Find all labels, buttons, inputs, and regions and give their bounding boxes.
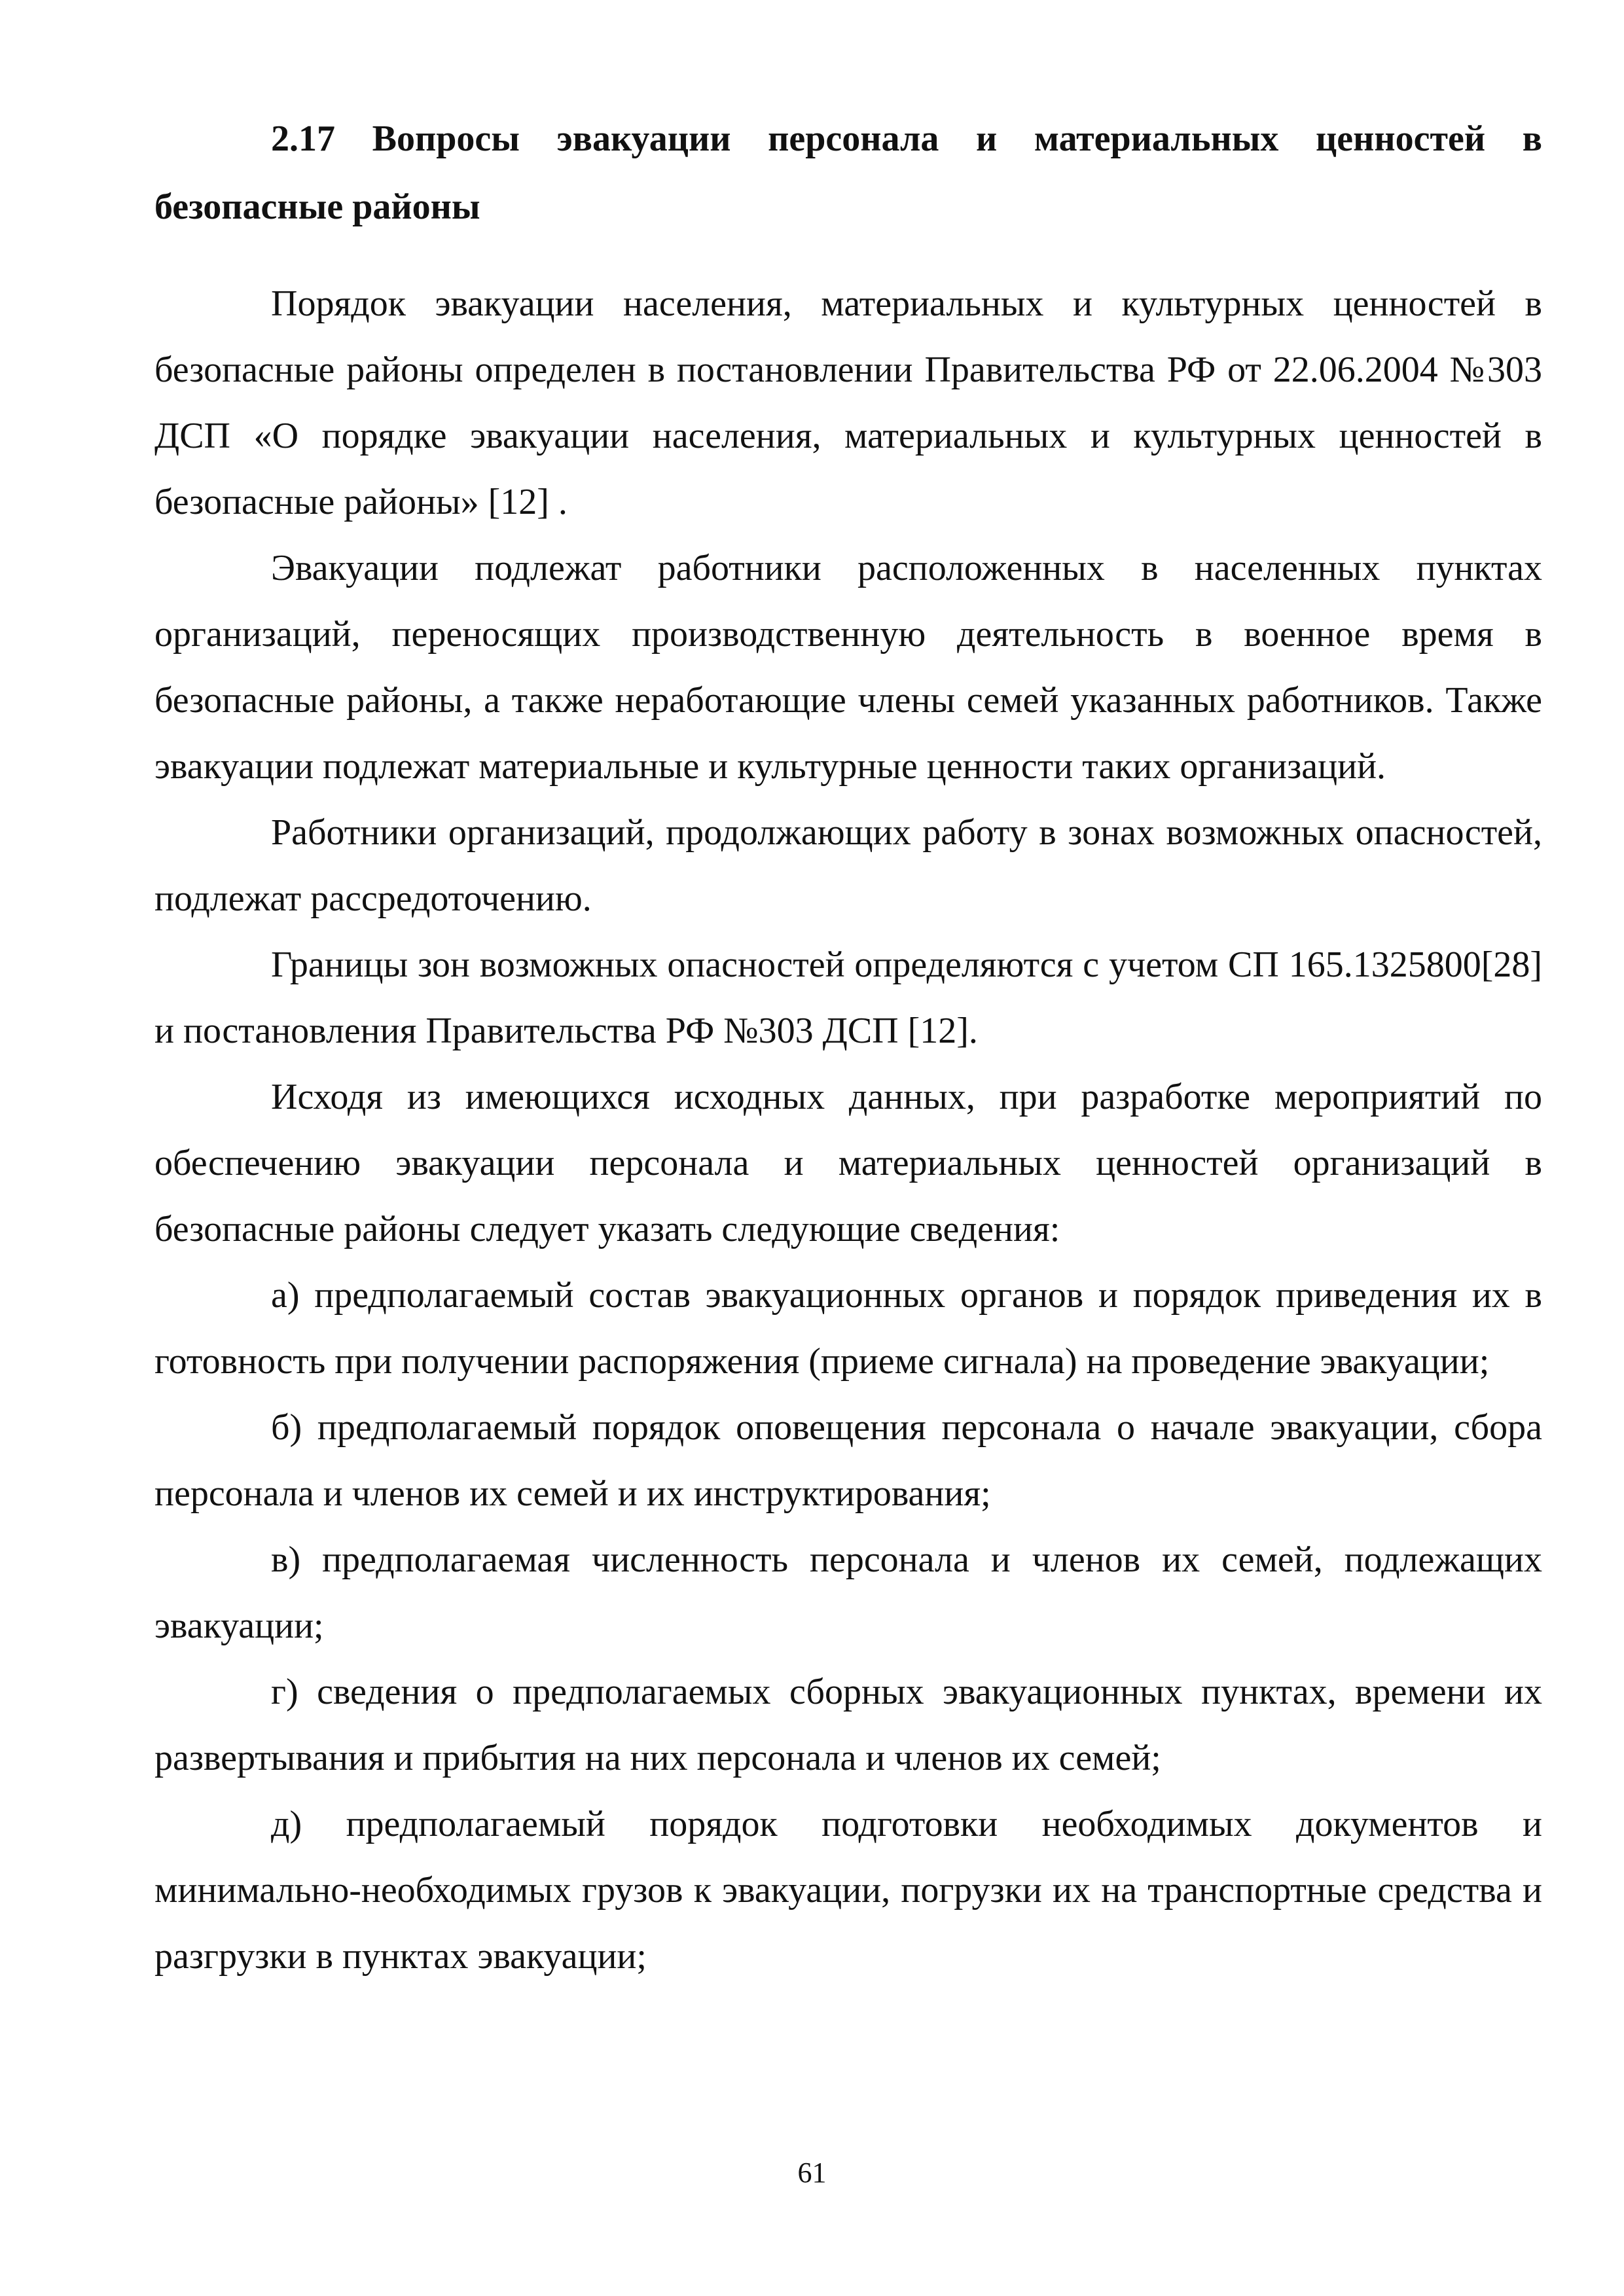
paragraph-dispersal: Работники организаций, продолжающих работу в зонах возможных опасностей, подлежат рассредоточению. (154, 812, 1542, 919)
page-number: 61 (797, 2157, 827, 2189)
list-item-g: г) сведения о предполагаемых сборных эвакуационных пунктах, времени их развертывания и прибытия на них персонала и членов их семей; (154, 1672, 1542, 1778)
paragraph-evacuation-procedure: Порядок эвакуации населения, материальных и культурных ценностей в безопасные районы определен в постановлении Правительства РФ от 22.06.2004 №303 ДСП «О порядке эвакуации населения, материальных и культурных ценностей в безопасные районы» [12] . (154, 283, 1542, 522)
paragraph-required-information: Исходя из имеющихся исходных данных, при разработке мероприятий по обеспечению эвакуации персонала и материальных ценностей организаций в безопасные районы следует указать следующие сведения: (154, 1077, 1542, 1249)
paragraph-danger-zone-borders: Границы зон возможных опасностей определяются с учетом СП 165.1325800[28] и постановления Правительства РФ №303 ДСП [12]. (154, 944, 1542, 1051)
section-heading: 2.17 Вопросы эвакуации персонала и материальных ценностей в безопасные районы (154, 118, 1542, 227)
list-item-d: д) предполагаемый порядок подготовки необходимых документов и минимально-необходимых грузов к эвакуации, погрузки их на транспортные средства и разгрузки в пунктах эвакуации; (154, 1804, 1542, 1977)
paragraph-subject-to-evacuation: Эвакуации подлежат работники расположенных в населенных пунктах организаций, переносящих производственную деятельность в военное время в безопасные районы, а также неработающие члены семей указанных работников. Также эвакуации подлежат материальные и культурные ценности таких организаций. (154, 548, 1542, 787)
page-body (154, 105, 1542, 1990)
list-item-b: б) предполагаемый порядок оповещения персонала о начале эвакуации, сбора персонала и членов их семей и их инструктирования; (154, 1407, 1542, 1514)
list-item-v: в) предполагаемая численность персонала и членов их семей, подлежащих эвакуации; (154, 1539, 1542, 1646)
list-item-a: а) предполагаемый состав эвакуационных органов и порядок приведения их в готовность при получении распоряжения (приеме сигнала) на проведение эвакуации; (154, 1275, 1542, 1382)
